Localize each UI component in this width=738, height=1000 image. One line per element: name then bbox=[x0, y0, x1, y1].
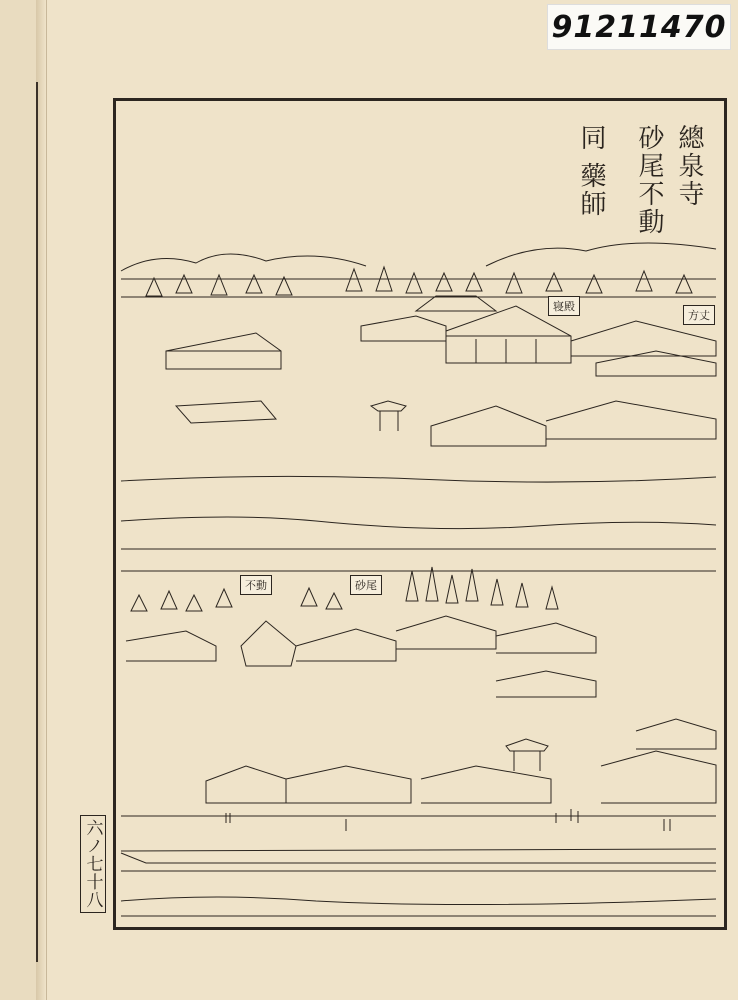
label-main-hall: 寝殿 bbox=[548, 296, 580, 316]
label-abbot: 方丈 bbox=[683, 305, 715, 325]
embankment bbox=[121, 853, 716, 863]
previous-page-edge bbox=[0, 0, 47, 1000]
catalog-stamp bbox=[547, 4, 731, 50]
title-line-1: 總泉寺 bbox=[674, 124, 704, 208]
title-cartouche bbox=[562, 112, 710, 262]
page-number: 六ノ七十八 bbox=[82, 819, 103, 909]
distant-hills bbox=[121, 254, 366, 271]
river-band-2 bbox=[121, 517, 716, 529]
page-number-box bbox=[80, 815, 106, 913]
bottom-shore bbox=[121, 897, 716, 905]
village-buildings bbox=[126, 616, 716, 803]
label-fudo: 不動 bbox=[240, 575, 272, 595]
previous-page-frame bbox=[0, 82, 38, 962]
label-sunao: 砂尾 bbox=[350, 575, 382, 595]
title-line-3: 同 藥師 bbox=[576, 124, 606, 219]
embankment-top bbox=[121, 849, 716, 851]
river-band-1 bbox=[121, 476, 716, 482]
catalog-number: 91211470 bbox=[551, 9, 727, 45]
title-line-2: 砂尾不動 bbox=[634, 124, 664, 236]
figures bbox=[226, 809, 670, 831]
upper-trees bbox=[146, 267, 692, 296]
lower-trees bbox=[131, 567, 558, 611]
temple-buildings bbox=[166, 296, 716, 446]
